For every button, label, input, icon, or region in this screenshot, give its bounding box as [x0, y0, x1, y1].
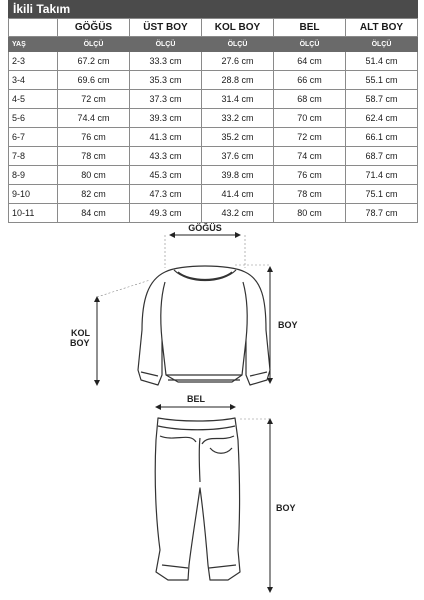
pants-length-label: BOY: [276, 503, 296, 513]
table-header-row: [9, 19, 418, 37]
unit-cell: ÖLÇÜ: [346, 37, 418, 52]
measure-cell: 82 cm: [58, 185, 130, 204]
size-chart: [8, 0, 418, 223]
measure-cell: 64 cm: [274, 52, 346, 71]
measure-cell: 78 cm: [274, 185, 346, 204]
age-cell: 10-11: [9, 204, 58, 223]
unit-cell: ÖLÇÜ: [130, 37, 202, 52]
chest-label: GÖĞÜS: [188, 223, 222, 233]
measure-cell: 39.3 cm: [130, 109, 202, 128]
measure-cell: 43.2 cm: [202, 204, 274, 223]
header-sleeve-length: KOL BOY: [202, 19, 274, 37]
unit-cell: ÖLÇÜ: [274, 37, 346, 52]
measure-cell: 35.3 cm: [130, 71, 202, 90]
table-row: [9, 109, 418, 128]
measure-cell: 72 cm: [274, 128, 346, 147]
age-cell: 2-3: [9, 52, 58, 71]
measure-cell: 80 cm: [274, 204, 346, 223]
measure-cell: 66.1 cm: [346, 128, 418, 147]
table-row: [9, 166, 418, 185]
measure-cell: 39.8 cm: [202, 166, 274, 185]
garment-diagram: [0, 220, 424, 600]
measure-cell: 55.1 cm: [346, 71, 418, 90]
measure-cell: 67.2 cm: [58, 52, 130, 71]
table-row: [9, 71, 418, 90]
measure-cell: 66 cm: [274, 71, 346, 90]
table-row: [9, 90, 418, 109]
table-row: [9, 185, 418, 204]
age-cell: 7-8: [9, 147, 58, 166]
measure-cell: 76 cm: [58, 128, 130, 147]
age-cell: 9-10: [9, 185, 58, 204]
measure-cell: 84 cm: [58, 204, 130, 223]
age-cell: 5-6: [9, 109, 58, 128]
measure-cell: 72 cm: [58, 90, 130, 109]
size-table: [8, 18, 418, 223]
header-empty: [9, 19, 58, 37]
chart-title: İkili Takım: [8, 0, 418, 18]
measure-cell: 71.4 cm: [346, 166, 418, 185]
measure-cell: 47.3 cm: [130, 185, 202, 204]
measure-cell: 80 cm: [58, 166, 130, 185]
unit-cell: ÖLÇÜ: [58, 37, 130, 52]
header-chest: GÖĞÜS: [58, 19, 130, 37]
measure-cell: 45.3 cm: [130, 166, 202, 185]
measure-cell: 31.4 cm: [202, 90, 274, 109]
table-row: [9, 128, 418, 147]
measure-cell: 78.7 cm: [346, 204, 418, 223]
measure-cell: 37.3 cm: [130, 90, 202, 109]
measure-cell: 37.6 cm: [202, 147, 274, 166]
measure-cell: 43.3 cm: [130, 147, 202, 166]
age-cell: 4-5: [9, 90, 58, 109]
sweatshirt-illustration: [138, 266, 270, 385]
table-row: [9, 147, 418, 166]
age-cell: 6-7: [9, 128, 58, 147]
measure-cell: 78 cm: [58, 147, 130, 166]
measure-cell: 49.3 cm: [130, 204, 202, 223]
measure-cell: 33.2 cm: [202, 109, 274, 128]
measure-cell: 62.4 cm: [346, 109, 418, 128]
header-top-length: ÜST BOY: [130, 19, 202, 37]
waist-label: BEL: [187, 394, 205, 404]
top-length-label: BOY: [278, 320, 298, 330]
measure-cell: 27.6 cm: [202, 52, 274, 71]
measure-cell: 35.2 cm: [202, 128, 274, 147]
header-pants-length: ALT BOY: [346, 19, 418, 37]
measure-cell: 51.4 cm: [346, 52, 418, 71]
header-waist: BEL: [274, 19, 346, 37]
pants-illustration: [155, 418, 240, 580]
table-row: [9, 52, 418, 71]
age-cell: 3-4: [9, 71, 58, 90]
sleeve-label-1: KOL: [71, 328, 90, 338]
measure-cell: 68 cm: [274, 90, 346, 109]
unit-age: YAŞ: [9, 37, 58, 52]
unit-row: [9, 37, 418, 52]
measure-cell: 74 cm: [274, 147, 346, 166]
measure-cell: 68.7 cm: [346, 147, 418, 166]
measure-cell: 75.1 cm: [346, 185, 418, 204]
measure-cell: 41.4 cm: [202, 185, 274, 204]
measure-cell: 41.3 cm: [130, 128, 202, 147]
age-cell: 8-9: [9, 166, 58, 185]
unit-cell: ÖLÇÜ: [202, 37, 274, 52]
measure-cell: 58.7 cm: [346, 90, 418, 109]
measure-cell: 28.8 cm: [202, 71, 274, 90]
sleeve-label-2: BOY: [70, 338, 90, 348]
measure-cell: 74.4 cm: [58, 109, 130, 128]
measure-cell: 70 cm: [274, 109, 346, 128]
measure-cell: 33.3 cm: [130, 52, 202, 71]
measure-cell: 76 cm: [274, 166, 346, 185]
measure-cell: 69.6 cm: [58, 71, 130, 90]
